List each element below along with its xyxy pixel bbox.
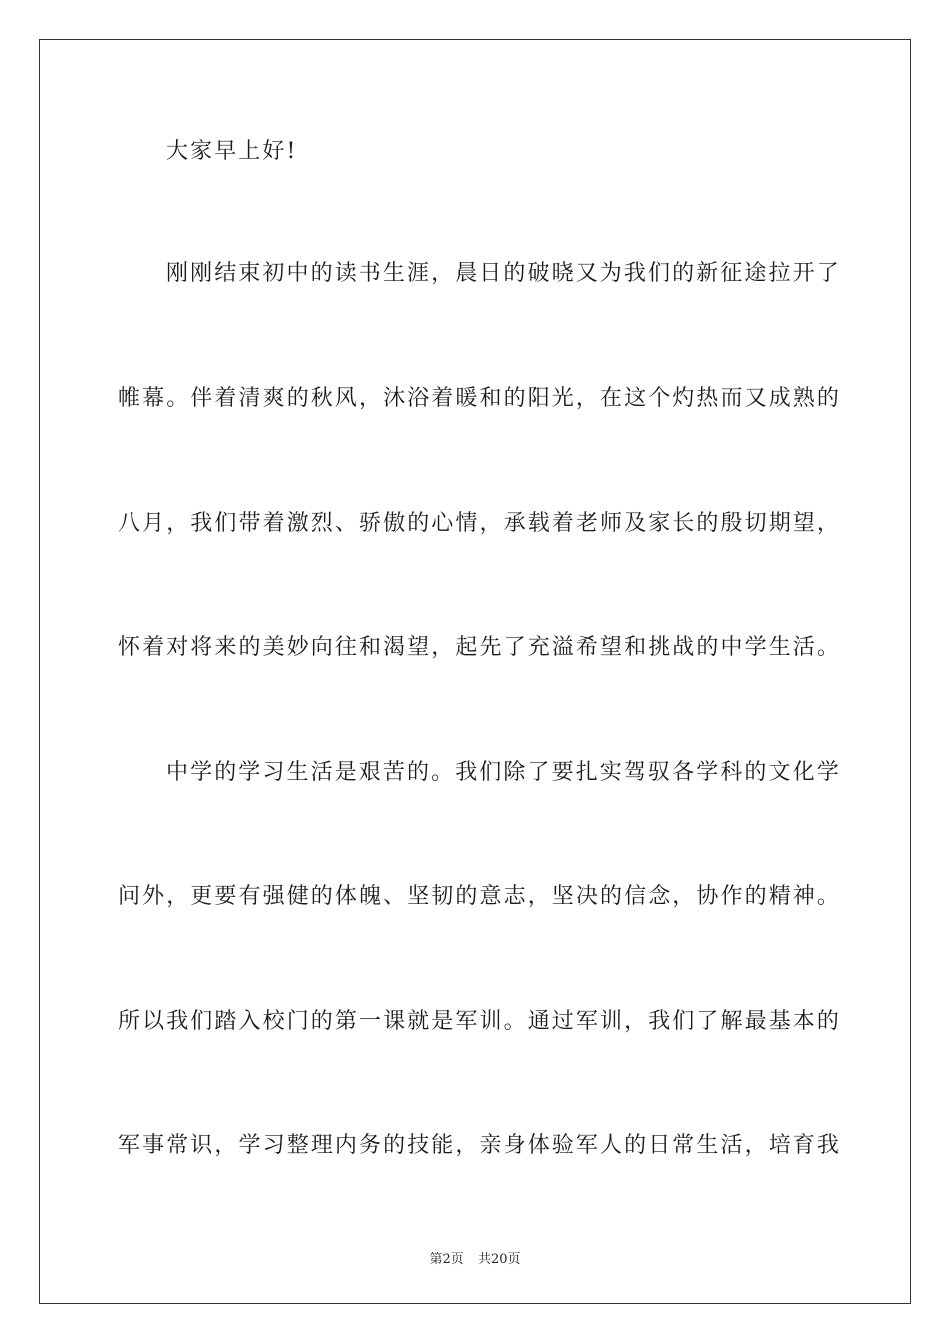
page-total: 共20页 — [477, 1252, 521, 1267]
body-line-6: 问外，更要有强健的体魄、坚韧的意志，坚决的信念，协作的精神。 — [118, 884, 842, 909]
page-footer — [0, 1248, 950, 1267]
body-line-1: 刚刚结束初中的读书生涯，晨日的破晓又为我们的新征途拉开了 — [166, 261, 841, 286]
body-line-2: 帷幕。伴着清爽的秋风，沐浴着暖和的阳光，在这个灼热而又成熟的 — [118, 386, 842, 411]
body-line-4: 怀着对将来的美妙向往和渴望，起先了充溢希望和挑战的中学生活。 — [118, 635, 842, 660]
body-line-7: 所以我们踏入校门的第一课就是军训。通过军训，我们了解最基本的 — [118, 1009, 842, 1034]
body-line-5: 中学的学习生活是艰苦的。我们除了要扎实驾驭各学科的文化学 — [166, 760, 841, 785]
body-line-8: 军事常识，学习整理内务的技能，亲身体验军人的日常生活，培育我 — [118, 1133, 842, 1158]
greeting-line: 大家早上好! — [166, 139, 298, 164]
body-line-3: 八月，我们带着激烈、骄傲的心情，承载着老师及家长的殷切期望， — [118, 511, 842, 536]
page-number: 第2页 — [429, 1252, 464, 1267]
page-border — [39, 39, 911, 1304]
